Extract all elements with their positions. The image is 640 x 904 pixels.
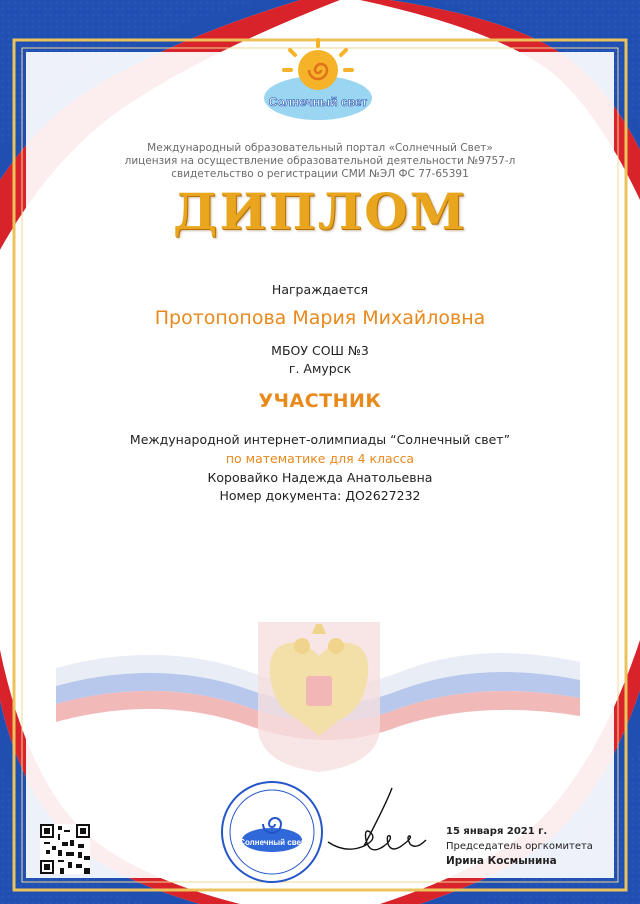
- olympiad-name: Международной интернет-олимпиады “Солнечный свет”: [129, 432, 511, 447]
- city-name: г. Амурск: [288, 361, 352, 376]
- awarded-label: Награждается: [271, 282, 369, 297]
- subject-line: по математике для 4 класса: [225, 451, 415, 466]
- header-info: [120, 142, 520, 181]
- sun-logo-icon: [258, 36, 378, 126]
- registration-line: свидетельство о регистрации СМИ №ЭЛ ФС 77-65391: [171, 168, 469, 180]
- diploma-title: ДИПЛОМ: [172, 182, 468, 241]
- stamp-text: Солнечный свет: [239, 838, 305, 847]
- chairman-position: Председатель оргкомитета: [446, 841, 593, 852]
- portal-line: Международный образовательный портал «Солнечный Свет»: [147, 142, 493, 154]
- signature-icon: [326, 784, 446, 864]
- chairman-name: Ирина Космынина: [446, 855, 557, 867]
- school-name: МБОУ СОШ №3: [271, 343, 369, 358]
- stamp-icon: [218, 778, 326, 886]
- document-number: Номер документа: ДО2627232: [219, 488, 421, 503]
- participation-role: УЧАСТНИК: [258, 390, 382, 412]
- teacher-name: Коровайко Надежда Анатольевна: [207, 470, 433, 485]
- recipient-name: Протопопова Мария Михайловна: [154, 307, 486, 329]
- license-line: лицензия на осуществление образовательной деятельности №9757-л: [124, 155, 516, 167]
- signature-block: [446, 824, 626, 869]
- coat-of-arms-icon: [250, 616, 388, 776]
- issue-date: 15 января 2021 г.: [446, 826, 548, 837]
- qr-code-icon: [40, 824, 90, 874]
- logo-text: Солнечный свет: [268, 95, 368, 109]
